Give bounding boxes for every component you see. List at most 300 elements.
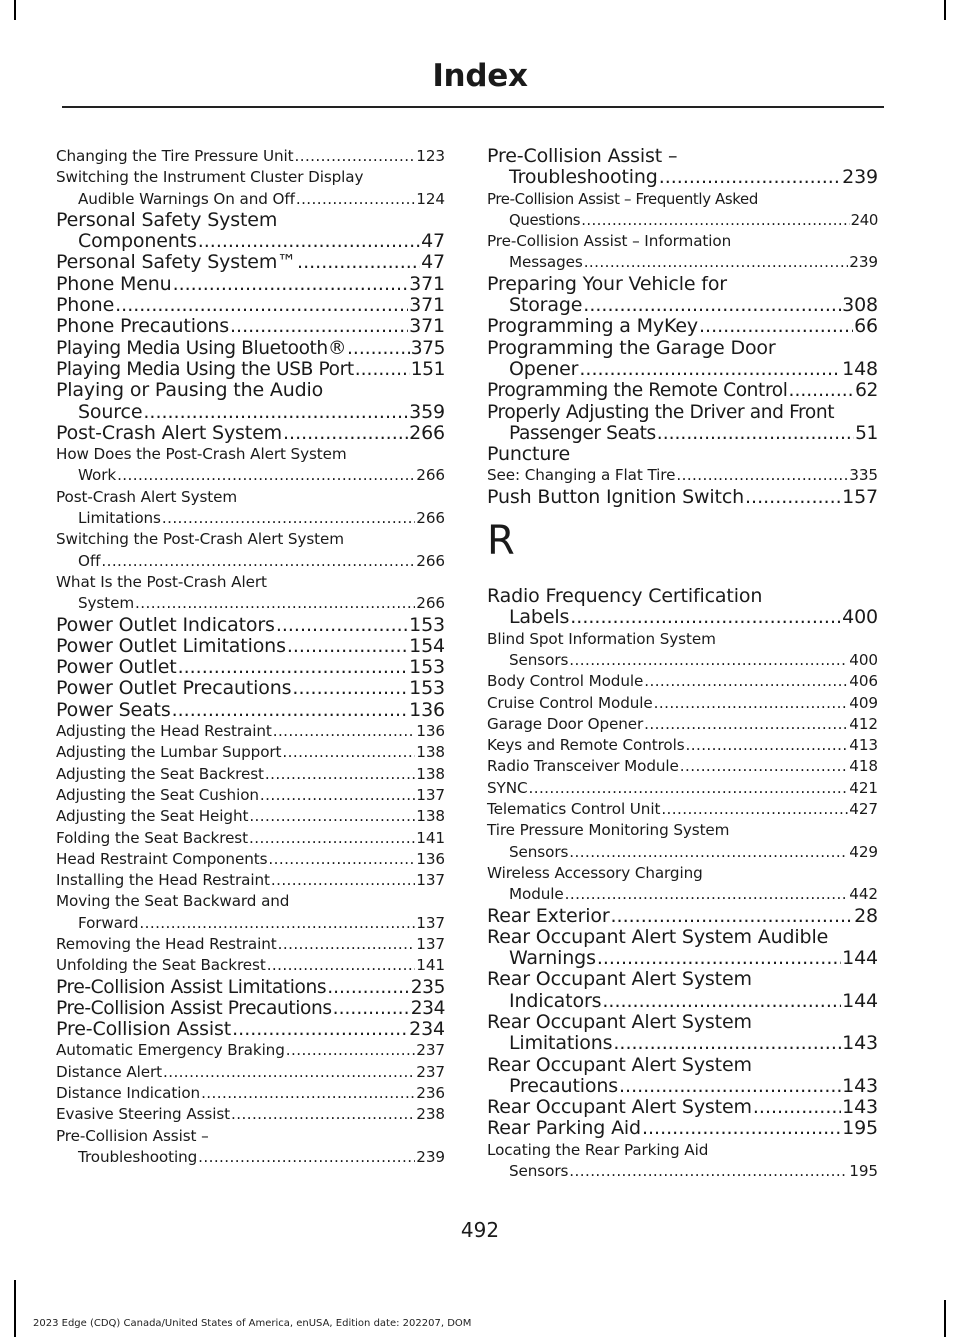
index-subentry[interactable]	[487, 756, 878, 777]
entry-text: Telematics Control Unit	[487, 800, 661, 819]
index-entry[interactable]	[56, 252, 445, 273]
page-reference: 406	[849, 672, 878, 691]
index-entry[interactable]	[487, 316, 878, 337]
index-subentry[interactable]	[56, 785, 445, 806]
index-entry[interactable]	[56, 210, 445, 253]
index-entry[interactable]	[487, 927, 878, 970]
entry-text: Pre-Collision Assist Limitations	[56, 976, 327, 998]
entry-text: Switching the Post-Crash Alert System	[56, 530, 344, 549]
dot-leader	[273, 721, 416, 742]
entry-text: Rear Occupant Alert System	[487, 1010, 752, 1033]
dot-leader	[282, 742, 415, 763]
dot-leader	[611, 906, 854, 927]
index-entry[interactable]	[487, 969, 878, 1012]
dot-leader	[265, 764, 415, 785]
index-subentry[interactable]	[56, 1083, 445, 1104]
dot-leader	[249, 828, 415, 849]
index-entry[interactable]	[56, 338, 445, 359]
page-reference: 138	[416, 807, 445, 826]
page-reference: 400	[849, 650, 878, 669]
dot-leader	[231, 1104, 415, 1125]
entry-text: What Is the Post-Crash Alert	[56, 572, 267, 591]
index-entry[interactable]	[487, 274, 878, 317]
entry-text: Programming a MyKey	[487, 315, 699, 338]
entry-text: Phone	[56, 294, 115, 317]
entry-text: Wireless Accessory Charging	[487, 863, 703, 882]
dot-leader	[178, 657, 409, 678]
index-subentry[interactable]	[487, 735, 878, 756]
entry-text: Precautions	[509, 1074, 618, 1097]
page-reference: 371	[409, 294, 445, 317]
index-subentry[interactable]	[56, 764, 445, 785]
dot-leader	[569, 1161, 848, 1182]
entry-text: Moving the Seat Backward and	[56, 892, 290, 911]
index-subentry[interactable]	[56, 146, 445, 167]
index-entry[interactable]	[487, 1097, 878, 1118]
dot-leader	[135, 593, 415, 614]
entry-text: Playing Media Using the USB Port	[56, 358, 354, 380]
dot-leader	[292, 678, 408, 699]
dot-leader	[644, 671, 848, 692]
entry-text: Audible Warnings On and Off	[78, 189, 295, 208]
entry-text: Personal Safety System™	[56, 251, 297, 274]
entry-text: Pre-Collision Assist –	[56, 1126, 209, 1145]
page-reference: 141	[416, 828, 445, 847]
page-reference: 144	[842, 947, 878, 970]
entry-text: Adjusting the Lumbar Support	[56, 743, 282, 762]
page-reference: 138	[416, 743, 445, 762]
index-subentry[interactable]	[56, 529, 445, 572]
index-entry[interactable]	[487, 1118, 878, 1139]
entry-text: Work	[78, 466, 117, 485]
dot-leader	[347, 338, 410, 359]
page-reference: 236	[416, 1084, 445, 1103]
page-reference: 266	[409, 421, 445, 444]
entry-text: Limitations	[78, 509, 161, 528]
entry-text: Warnings	[509, 947, 596, 970]
dot-leader	[143, 402, 408, 423]
page-reference: 153	[409, 677, 445, 700]
entry-text: Radio Transceiver Module	[487, 757, 679, 776]
entry-text: Properly Adjusting the Driver and Front	[487, 401, 835, 423]
entry-text: Pre-Collision Assist – Frequently Asked	[487, 189, 758, 208]
index-subentry[interactable]	[487, 714, 878, 735]
index-column-left	[56, 146, 445, 1168]
index-entry[interactable]	[56, 316, 445, 337]
dot-leader	[268, 849, 415, 870]
entry-text: Unfolding the Seat Backrest	[56, 956, 266, 975]
entry-text: Pre-Collision Assist	[56, 1018, 232, 1041]
dot-leader	[597, 948, 841, 969]
page-reference: 143	[842, 1074, 878, 1097]
dot-leader	[602, 991, 841, 1012]
page-reference: 237	[416, 1041, 445, 1060]
dot-leader	[657, 423, 854, 444]
dot-leader	[327, 977, 410, 998]
dot-leader	[294, 146, 415, 167]
dot-leader	[570, 607, 841, 628]
page-reference: 421	[849, 778, 878, 797]
index-subentry[interactable]	[487, 189, 878, 232]
dot-leader	[230, 316, 408, 337]
dot-leader	[276, 615, 408, 636]
entry-text: Keys and Remote Controls	[487, 736, 685, 755]
index-subentry[interactable]	[56, 487, 445, 530]
index-entry[interactable]	[487, 1055, 878, 1098]
dot-leader	[249, 806, 415, 827]
dot-leader	[198, 231, 420, 252]
dot-leader	[278, 934, 416, 955]
page-reference: 143	[842, 1096, 878, 1119]
entry-text: Power Outlet Indicators	[56, 613, 275, 636]
section-letter: R	[487, 518, 515, 565]
entry-text: Source	[78, 400, 143, 423]
index-subentry[interactable]	[56, 1126, 445, 1169]
index-entry[interactable]	[487, 402, 878, 445]
dot-leader	[198, 1147, 415, 1168]
entry-text: Adjusting the Seat Height	[56, 807, 249, 826]
entry-text: Playing Media Using Bluetooth®	[56, 337, 347, 359]
entry-text: Folding the Seat Backrest	[56, 828, 248, 847]
entry-text: Limitations	[509, 1032, 613, 1055]
index-subentry[interactable]	[487, 231, 878, 274]
page-reference: 371	[409, 272, 445, 295]
index-entry[interactable]	[56, 700, 445, 721]
entry-text: Radio Frequency Certification	[487, 585, 763, 608]
entry-text: Components	[78, 230, 197, 253]
page-reference: 151	[410, 358, 445, 380]
dot-leader	[139, 913, 415, 934]
dot-leader	[201, 1083, 415, 1104]
page-reference: 359	[409, 400, 445, 423]
entry-text: Automatic Emergency Braking	[56, 1041, 285, 1060]
index-subentry[interactable]	[56, 1040, 445, 1061]
entry-text: Cruise Control Module	[487, 693, 653, 712]
page-reference: 47	[421, 251, 445, 274]
index-entry[interactable]	[56, 359, 445, 380]
entry-text: Head Restraint Components	[56, 849, 268, 868]
page-reference: 418	[849, 757, 878, 776]
entry-text: How Does the Post-Crash Alert System	[56, 445, 347, 464]
dot-leader	[789, 380, 855, 401]
dot-leader	[117, 465, 415, 486]
dot-leader	[654, 693, 849, 714]
crop-mark-top-right	[944, 0, 946, 20]
dot-leader	[579, 359, 841, 380]
dot-leader	[271, 870, 415, 891]
page-reference: 62	[855, 380, 878, 402]
page-reference: 427	[849, 800, 878, 819]
dot-leader	[644, 714, 848, 735]
page-reference: 335	[849, 466, 878, 485]
entry-text: Pre-Collision Assist –	[487, 145, 678, 167]
entry-text: Rear Occupant Alert System	[487, 1096, 752, 1119]
entry-text: Push Button Ignition Switch	[487, 485, 745, 508]
page-reference: 66	[854, 315, 878, 338]
entry-text: Pre-Collision Assist Precautions	[56, 997, 332, 1019]
page-reference: 308	[842, 294, 878, 317]
footer-edition-info: 2023 Edge (CDQ) Canada/United States of America, enUSA, Edition date: 202207, DOM	[33, 1318, 472, 1329]
entry-text: Troubleshooting	[78, 1147, 198, 1166]
page-reference: 412	[849, 714, 878, 733]
dot-leader	[286, 1040, 416, 1061]
index-entry[interactable]	[56, 380, 445, 423]
entry-text: Post-Crash Alert System	[56, 487, 238, 506]
dot-leader	[680, 756, 849, 777]
entry-text: Post-Crash Alert System	[56, 421, 282, 444]
dot-leader	[569, 650, 848, 671]
index-entry[interactable]	[56, 274, 445, 295]
entry-text: Adjusting the Head Restraint	[56, 722, 272, 741]
entry-text: Personal Safety System	[56, 208, 278, 231]
entry-text: Questions	[509, 210, 581, 229]
page-reference: 153	[409, 613, 445, 636]
page-reference: 239	[849, 253, 878, 272]
page-reference: 153	[409, 656, 445, 679]
index-subentry[interactable]	[56, 444, 445, 487]
index-entry[interactable]	[56, 423, 445, 444]
page-reference: 238	[416, 1105, 445, 1124]
index-entry[interactable]	[56, 657, 445, 678]
index-entry[interactable]	[56, 977, 445, 998]
entry-text: Indicators	[509, 989, 602, 1012]
index-subentry[interactable]	[56, 742, 445, 763]
index-subentry[interactable]	[56, 721, 445, 742]
entry-text: Body Control Module	[487, 672, 644, 691]
dot-leader	[661, 799, 848, 820]
index-entry[interactable]	[487, 338, 878, 381]
dot-leader	[745, 487, 841, 508]
header-divider	[62, 106, 884, 108]
page-reference: 375	[410, 337, 445, 359]
page-reference: 141	[416, 956, 445, 975]
index-entry[interactable]	[56, 636, 445, 657]
entry-text: Sensors	[509, 650, 569, 669]
entry-text: Removing the Head Restraint	[56, 934, 277, 953]
index-subentry[interactable]	[487, 799, 878, 820]
index-column-right	[487, 146, 878, 1182]
index-subentry[interactable]	[487, 820, 878, 863]
entry-text: Adjusting the Seat Backrest	[56, 764, 264, 783]
dot-leader	[686, 735, 849, 756]
index-entry[interactable]	[56, 998, 445, 1019]
entry-text: Module	[509, 885, 564, 904]
entry-text: Programming the Remote Control	[487, 380, 788, 402]
page-reference: 51	[855, 422, 878, 444]
entry-text: Troubleshooting	[509, 166, 658, 189]
dot-leader	[581, 210, 849, 231]
index-entry[interactable]	[56, 1019, 445, 1040]
page-reference: 195	[842, 1117, 878, 1140]
dot-leader	[172, 700, 409, 721]
page-reference: 136	[409, 698, 445, 721]
page-reference: 266	[416, 466, 445, 485]
index-subentry[interactable]	[487, 671, 878, 692]
index-subentry[interactable]	[56, 167, 445, 210]
dot-leader	[162, 508, 415, 529]
page-reference: 137	[416, 934, 445, 953]
page-reference: 144	[842, 989, 878, 1012]
entry-text: Power Outlet	[56, 656, 177, 679]
index-subentry[interactable]	[56, 870, 445, 891]
index-subentry[interactable]	[56, 891, 445, 934]
page-reference: 195	[849, 1162, 878, 1181]
index-entry[interactable]	[487, 380, 878, 401]
index-subentry[interactable]	[487, 863, 878, 906]
entry-text: Sensors	[509, 1162, 569, 1181]
dot-leader	[283, 423, 408, 444]
entry-text: Rear Occupant Alert System	[487, 1053, 752, 1076]
page-reference: 409	[849, 693, 878, 712]
page-reference: 157	[842, 485, 878, 508]
index-subentry[interactable]	[487, 693, 878, 714]
dot-leader	[101, 551, 415, 572]
index-entry[interactable]	[56, 615, 445, 636]
dot-leader	[619, 1076, 841, 1097]
page-reference: 137	[416, 913, 445, 932]
page-reference: 234	[410, 997, 445, 1019]
page-reference: 442	[849, 885, 878, 904]
entry-text: Sensors	[509, 842, 569, 861]
dot-leader	[296, 189, 415, 210]
index-subentry[interactable]	[56, 934, 445, 955]
entry-text: Forward	[78, 913, 139, 932]
page-number: 492	[460, 1218, 500, 1242]
page-reference: 234	[409, 1018, 445, 1041]
dot-leader	[583, 295, 841, 316]
dot-leader	[613, 1033, 841, 1054]
index-subentry[interactable]	[487, 465, 878, 486]
entry-text: See: Changing a Flat Tire	[487, 466, 676, 485]
dot-leader	[569, 842, 848, 863]
entry-text: Garage Door Opener	[487, 714, 644, 733]
entry-text: Distance Alert	[56, 1062, 162, 1081]
page-reference: 136	[416, 849, 445, 868]
page-reference: 143	[842, 1032, 878, 1055]
page-reference: 240	[850, 210, 878, 229]
dot-leader	[232, 1019, 408, 1040]
entry-text: Power Seats	[56, 698, 171, 721]
entry-text: Tire Pressure Monitoring System	[487, 821, 730, 840]
entry-text: Rear Parking Aid	[487, 1117, 641, 1140]
entry-text: Locating the Rear Parking Aid	[487, 1140, 709, 1159]
crop-mark-bottom-right	[944, 1300, 946, 1337]
entry-text: Preparing Your Vehicle for	[487, 272, 727, 295]
index-entry[interactable]	[487, 487, 878, 508]
crop-mark-top-left	[14, 0, 16, 20]
entry-text: Changing the Tire Pressure Unit	[56, 147, 294, 165]
entry-text: Pre-Collision Assist – Information	[487, 232, 732, 251]
entry-text: Power Outlet Limitations	[56, 634, 286, 657]
dot-leader	[173, 274, 409, 295]
index-subentry[interactable]	[487, 778, 878, 799]
entry-text: Blind Spot Information System	[487, 629, 716, 648]
page-reference: 124	[416, 189, 445, 208]
entry-text: Adjusting the Seat Cushion	[56, 785, 259, 804]
index-subentry[interactable]	[56, 572, 445, 615]
index-entry[interactable]	[487, 586, 878, 629]
page-reference: 47	[421, 230, 445, 253]
entry-text: Labels	[509, 606, 570, 629]
entry-text: Phone Menu	[56, 272, 172, 295]
page-reference: 266	[416, 551, 445, 570]
entry-text: Storage	[509, 294, 583, 317]
page-reference: 239	[842, 166, 878, 189]
dot-leader	[699, 316, 853, 337]
entry-text: Playing or Pausing the Audio	[56, 379, 324, 402]
entry-text: Passenger Seats	[509, 422, 656, 444]
page-reference: 235	[410, 976, 445, 998]
index-entry[interactable]	[487, 1012, 878, 1055]
entry-text: Off	[78, 551, 101, 570]
entry-text: System	[78, 594, 135, 613]
index-subentry[interactable]	[56, 828, 445, 849]
dot-leader	[355, 359, 410, 380]
page-reference: 237	[416, 1062, 445, 1081]
entry-text: Installing the Head Restraint	[56, 871, 270, 890]
dot-leader	[659, 167, 841, 188]
index-subentry[interactable]	[56, 1062, 445, 1083]
page-reference: 138	[416, 764, 445, 783]
page-reference: 266	[416, 594, 445, 613]
page-reference: 266	[416, 509, 445, 528]
entry-text: Switching the Instrument Cluster Display	[56, 168, 364, 187]
dot-leader	[163, 1062, 415, 1083]
index-entry[interactable]	[487, 146, 878, 189]
dot-leader	[287, 636, 408, 657]
entry-text: Distance Indication	[56, 1084, 201, 1103]
index-entry[interactable]	[487, 906, 878, 927]
page-reference: 371	[409, 315, 445, 338]
index-subentry[interactable]	[56, 849, 445, 870]
entry-text: Rear Occupant Alert System Audible	[487, 925, 829, 948]
dot-leader	[565, 884, 849, 905]
index-subentry[interactable]	[56, 1104, 445, 1125]
dot-leader	[584, 252, 849, 273]
dot-leader	[333, 998, 410, 1019]
page-reference: 400	[842, 606, 878, 629]
dot-leader	[642, 1118, 841, 1139]
dot-leader	[260, 785, 415, 806]
index-subentry[interactable]	[487, 629, 878, 672]
page-reference: 413	[849, 736, 878, 755]
crop-mark-bottom-left	[14, 1280, 16, 1337]
entry-text: Rear Occupant Alert System	[487, 968, 752, 991]
page-reference: 28	[854, 904, 878, 927]
page-reference: 136	[416, 722, 445, 741]
index-entry[interactable]	[487, 444, 878, 465]
dot-leader	[297, 252, 420, 273]
page-reference: 137	[416, 871, 445, 890]
dot-leader	[753, 1097, 841, 1118]
page-reference: 239	[416, 1147, 445, 1166]
index-subentry[interactable]	[487, 1140, 878, 1183]
index-entry[interactable]	[56, 678, 445, 699]
page-reference: 123	[416, 147, 445, 165]
page-reference: 429	[849, 842, 878, 861]
entry-text: Programming the Garage Door	[487, 336, 776, 359]
entry-text: Rear Exterior	[487, 904, 610, 927]
dot-leader	[528, 778, 848, 799]
entry-text: Messages	[509, 253, 583, 272]
index-entry[interactable]	[56, 295, 445, 316]
index-subentry[interactable]	[56, 806, 445, 827]
page-reference: 148	[842, 357, 878, 380]
page-title: Index	[432, 58, 528, 94]
page-reference: 154	[409, 634, 445, 657]
entry-text: Power Outlet Precautions	[56, 677, 292, 700]
index-subentry[interactable]	[56, 955, 445, 976]
